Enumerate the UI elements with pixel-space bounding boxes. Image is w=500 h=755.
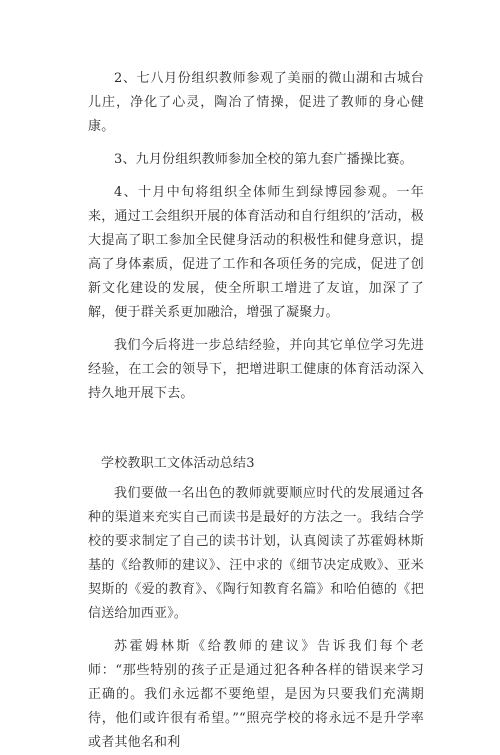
section-title: 学校教职工文体活动总结3 — [101, 456, 255, 471]
paragraph-future-plan: 我们今后将进一步总结经验，并向其它单位学习先进经验，在工会的领导下，把增进职工健康的体育活动深入持久地开展下去。 — [88, 338, 424, 401]
paragraph-item-3: 3、九月份组织教师参加全校的第九套广播操比赛。 — [114, 152, 413, 167]
paragraph-quote: 苏霍姆林斯《给教师的建议》告诉我们每个老师：“那些特别的孩子正是通过犯各种各样的错误来学习正确的。我们永远都不要绝望，是因为只要我们充满期待，他们或许很有希望。”“照亮学校的将永远不是升学率或者其他名和利 — [88, 639, 424, 750]
paragraph-item-2: 2、七八月份组织教师参观了美丽的微山湖和古城台儿庄，净化了心灵，陶冶了情操，促进了教师的身心健康。 — [88, 71, 424, 134]
document-body — [88, 67, 424, 755]
paragraph-item-4: 4、十月中旬将组织全体师生到绿博园参观。一年来，通过工会组织开展的体育活动和自行组织的’活动，极大提高了职工参加全民健身活动的积极性和健身意识，提高了身体素质，促进了工作和各项任务的完成，促进了创新文化建设的发展，使全所职工增进了友谊，加深了了解，便于群关系更加融洽，增强了凝聚力。 — [88, 185, 424, 320]
paragraph-reading-plan: 我们要做一名出色的教师就要顺应时代的发展通过各种的渠道来充实自己而读书是最好的方法之一。我结合学校的要求制定了自己的读书计划，认真阅读了苏霍姆林斯基的《给教师的建议》、汪中求的《细节决定成败》、亚米契斯的《爱的教育》、《陶行知教育名篇》和哈伯德的《把信送给加西亚》。 — [88, 486, 424, 621]
